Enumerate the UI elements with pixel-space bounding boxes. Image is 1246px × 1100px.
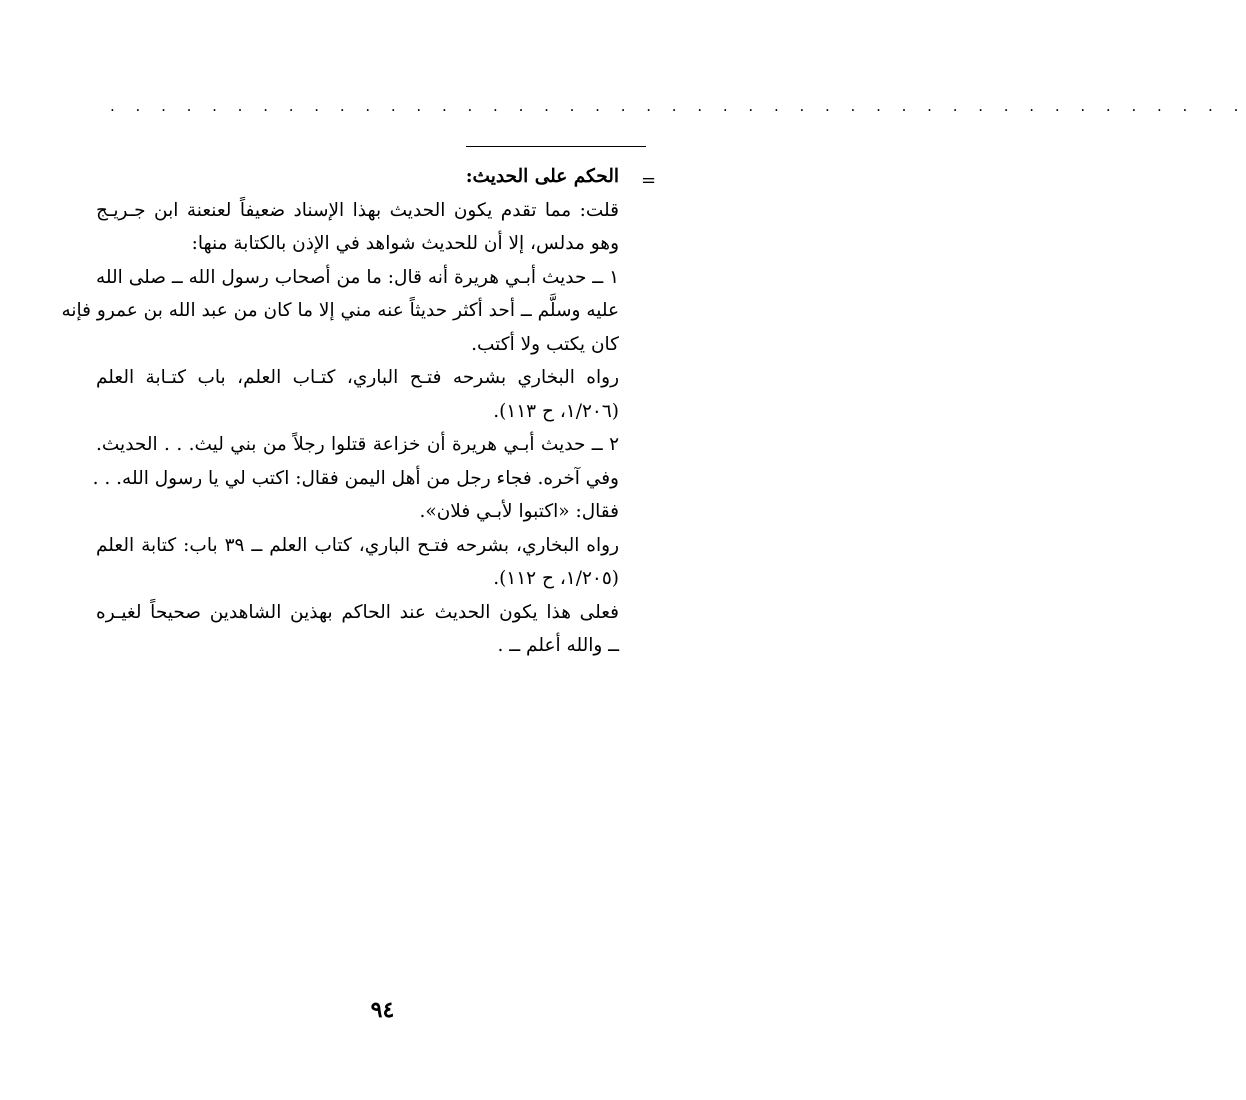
text-line: (١/٢٠٥، ح ١١٢). — [493, 568, 619, 589]
body-text — [61, 160, 620, 663]
text-line: فقال: «اكتبوا لأبـي فلان». — [419, 501, 619, 522]
text-line: وهو مدلس، إلا أن للحديث شواهد في الإذن بالكتابة منها: — [191, 233, 619, 254]
text-line: (١/٢٠٦، ح ١١٣). — [493, 400, 619, 422]
text-line: عليه وسلَّم ــ أحد أكثر حديثاً عنه مني إلا ما كان من عبد الله بن عمرو فإنه — [61, 300, 619, 321]
text-line: رواه البخاري، بشرحه فتـح الباري، كتاب العلم ــ ٣٩ باب: كتابة العلم — [96, 534, 620, 556]
section-heading: الحكم على الحديث: — [465, 166, 619, 187]
text-line: كان يكتب ولا أكتب. — [471, 333, 619, 355]
footnote-rule — [466, 146, 646, 147]
text-line: وفي آخره. فجاء رجل من أهل اليمن فقال: اكتب لي يا رسول الله. . . — [92, 467, 619, 489]
text-line: قلت: مما تقدم يكون الحديث بهذا الإسناد ضعيفاً لعنعنة ابن جـريـج — [96, 199, 619, 221]
text-line: ١ ــ حديث أبـي هريرة أنه قال: ما من أصحاب رسول الله ــ صلى الله — [96, 266, 619, 288]
text-line: ٢ ــ حديث أبـي هريرة أن خزاعة قتلوا رجلاً من بني ليث. . . الحديث. — [96, 434, 619, 455]
text-line: ــ والله أعلم ــ . — [497, 635, 619, 656]
text-line: فعلى هذا يكون الحديث عند الحاكم بهذين الشاهدين صحيحاً لغيـره — [96, 601, 619, 623]
separator-dots: . . . . . . . . . . . . . . . . . . . . . . . . . . . . . . . . . . . . . . . . . . . . . — [110, 97, 1246, 115]
text-line: رواه البخاري بشرحه فتـح الباري، كتـاب العلم، باب كتـابة العلم — [96, 367, 619, 388]
page-number: ٩٤ — [370, 997, 395, 1023]
margin-mark: = — [641, 170, 657, 191]
